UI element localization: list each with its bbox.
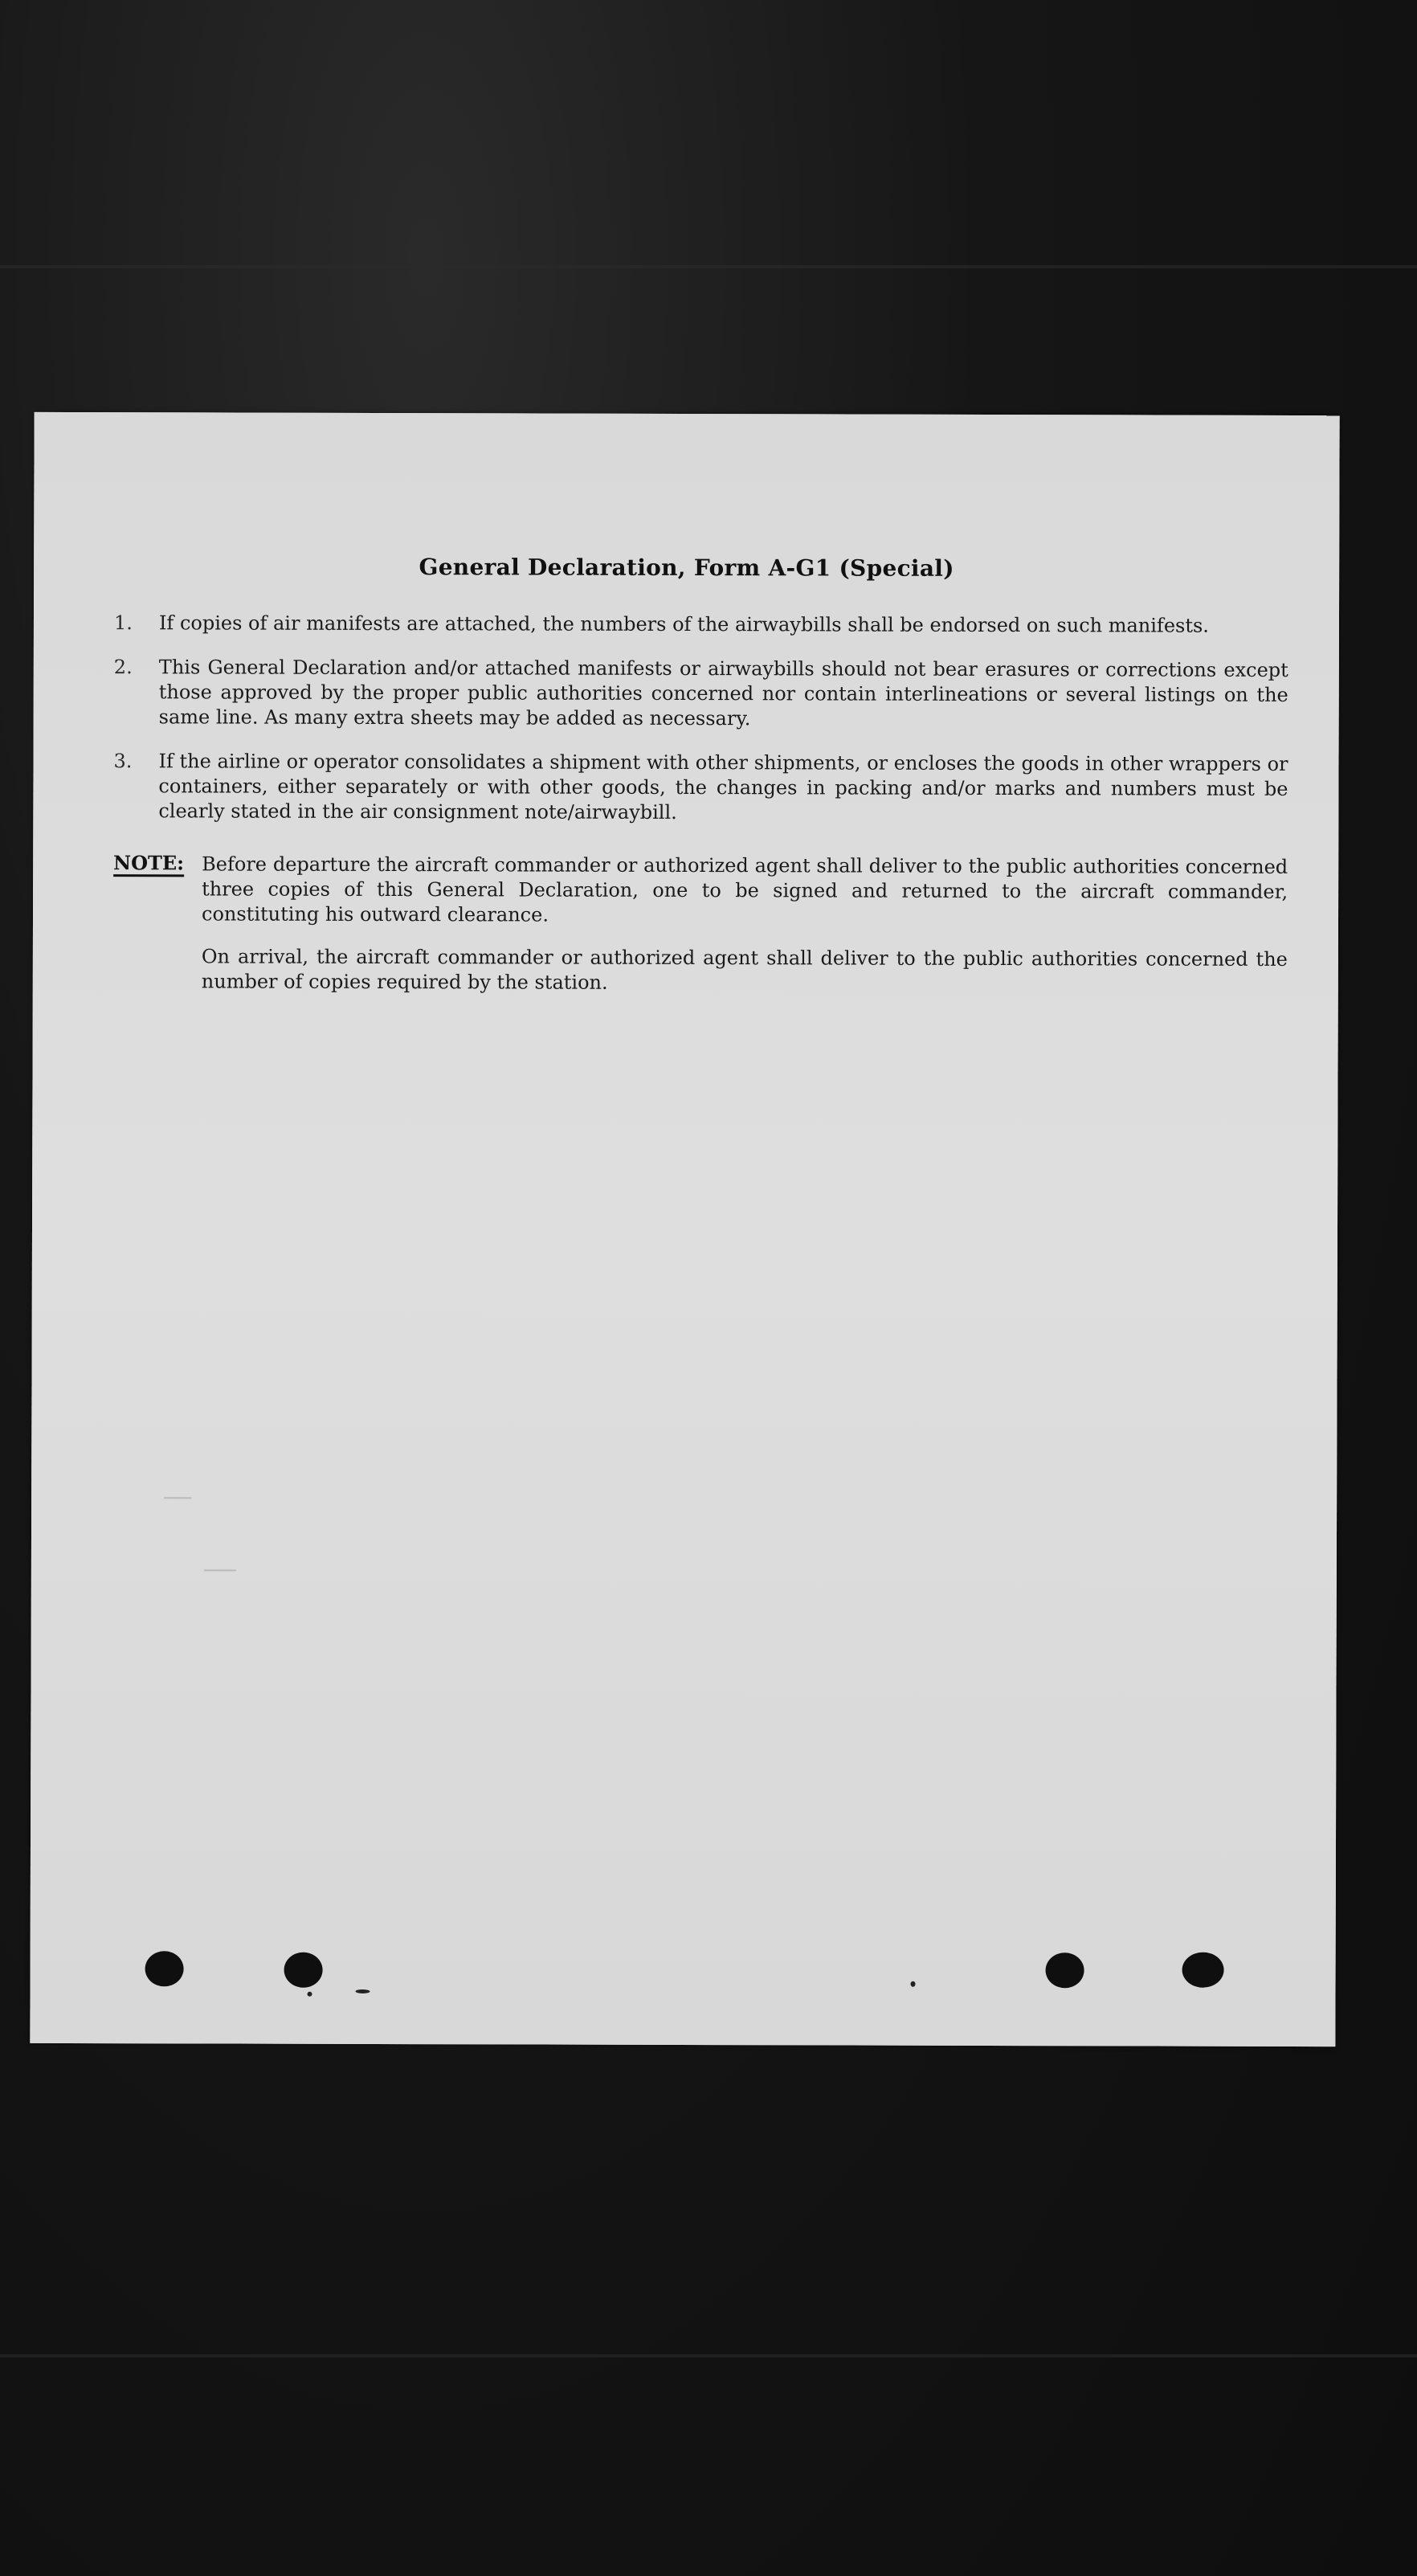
background-band — [0, 265, 1417, 268]
item-text: This General Declaration and/or attached manifests or airwaybills should not bear erasures or corrections except those approved by the proper public authorities concerned nor contain interlineations or several listings on the same line. As many extra sheets may be added as necessary. — [158, 656, 1288, 730]
punch-hole — [284, 1952, 323, 1988]
document-title: General Declaration, Form A-G1 (Special) — [419, 554, 954, 582]
ink-speck — [307, 1992, 312, 1997]
note-paragraph: On arrival, the aircraft commander or authorized agent shall deliver to the public authorities concerned the number of copies required by the station. — [201, 945, 1288, 994]
list-item — [113, 749, 1288, 827]
item-number: 2. — [113, 656, 133, 679]
item-text: If the airline or operator consolidates a shipment with other shipments, or encloses the goods in other wrappers or containers, either separately or with other goods, the changes in packing and/or marks and numbers must be clearly stated in the air consignment note/airwaybill. — [158, 750, 1288, 824]
background-band — [0, 2354, 1417, 2357]
item-text: If copies of air manifests are attached, the numbers of the airwaybills shall be endorsed on such manifests. — [158, 611, 1209, 637]
punch-hole — [1182, 1952, 1224, 1988]
item-number: 3. — [113, 750, 133, 773]
list-item — [114, 655, 1288, 733]
ink-speck — [356, 1989, 370, 1993]
note-label: NOTE: — [113, 852, 184, 877]
punch-hole — [1046, 1952, 1084, 1988]
smudge-mark — [204, 1569, 236, 1571]
smudge-mark — [164, 1497, 191, 1499]
ink-speck — [911, 1981, 916, 1987]
note-paragraph: Before departure the aircraft commander or authorized agent shall deliver to the public authorities concerned three copies of this General Declaration, one to be signed and returned to the aircraft commander, constituting his outward clearance. — [201, 853, 1288, 926]
instructions-list — [113, 611, 1288, 846]
document-page — [30, 412, 1339, 2046]
item-number: 1. — [113, 611, 133, 635]
list-item — [114, 611, 1288, 639]
punch-hole — [145, 1951, 184, 1986]
note-section — [113, 852, 1288, 1015]
